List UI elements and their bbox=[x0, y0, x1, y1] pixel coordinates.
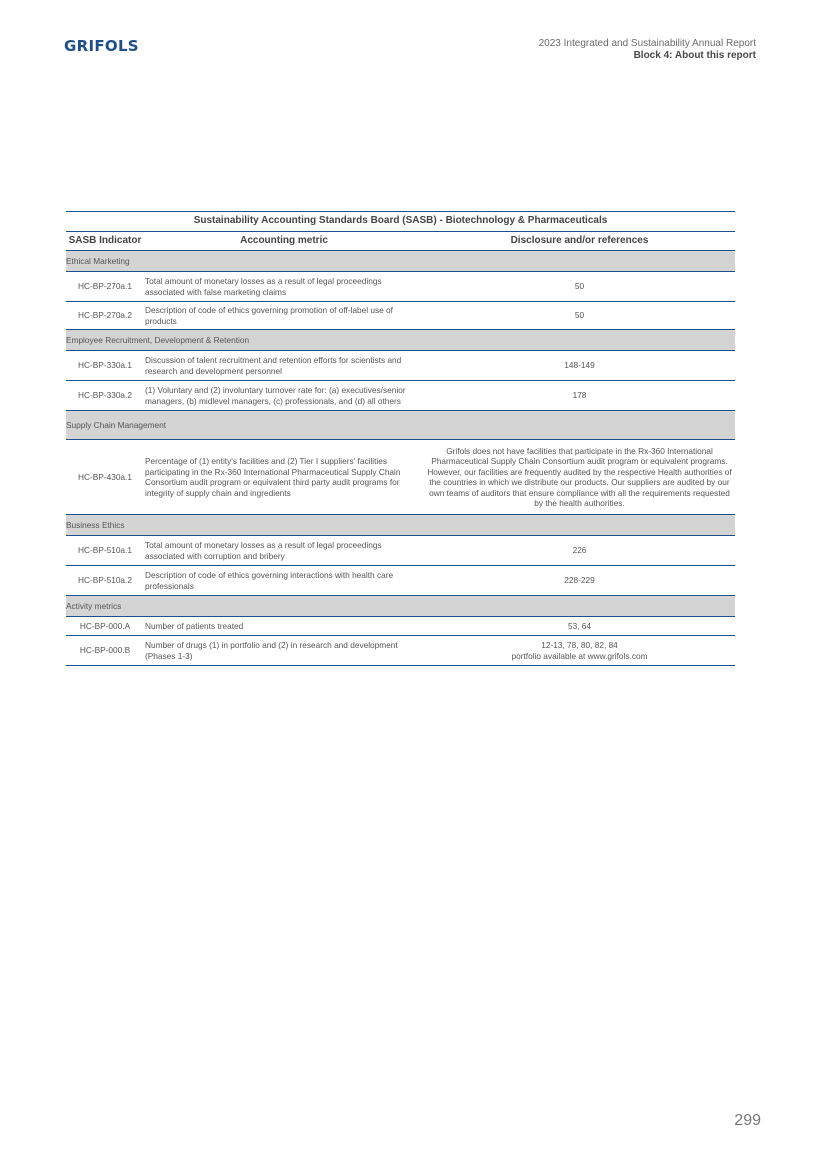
table-row bbox=[66, 636, 735, 666]
portfolio-link[interactable]: portfolio available at www.grifols.com bbox=[511, 650, 648, 661]
indicator-code: HC-BP-510a.2 bbox=[66, 566, 144, 596]
indicator-code: HC-BP-330a.2 bbox=[66, 381, 144, 411]
indicator-code: HC-BP-330a.1 bbox=[66, 351, 144, 381]
column-header-indicator: SASB Indicator bbox=[66, 232, 144, 251]
accounting-metric: Description of code of ethics governing interactions with health care professionals bbox=[144, 566, 424, 596]
section-header: Activity metrics bbox=[66, 596, 735, 617]
indicator-code: HC-BP-510a.1 bbox=[66, 536, 144, 566]
indicator-code: HC-BP-000.A bbox=[66, 617, 144, 636]
indicator-code: HC-BP-000.B bbox=[66, 636, 144, 666]
disclosure-reference: 50 bbox=[424, 272, 735, 302]
indicator-code: HC-BP-270a.1 bbox=[66, 272, 144, 302]
disclosure-pages: 12-13, 78, 80, 82, 84 bbox=[541, 640, 618, 650]
disclosure-reference: 228-229 bbox=[424, 566, 735, 596]
accounting-metric: Number of drugs (1) in portfolio and (2) in research and development (Phases 1-3) bbox=[144, 636, 424, 666]
accounting-metric: Description of code of ethics governing promotion of off-label use of products bbox=[144, 302, 424, 330]
sasb-table bbox=[66, 211, 735, 666]
accounting-metric: Number of patients treated bbox=[144, 617, 424, 636]
section-header: Business Ethics bbox=[66, 515, 735, 536]
section-header: Ethical Marketing bbox=[66, 251, 735, 272]
page-number: 299 bbox=[734, 1112, 761, 1129]
column-header-metric: Accounting metric bbox=[144, 232, 424, 251]
table-title: Sustainability Accounting Standards Board (SASB) - Biotechnology & Pharmaceuticals bbox=[66, 212, 735, 232]
section-header: Supply Chain Management bbox=[66, 411, 735, 440]
table-row bbox=[66, 272, 735, 302]
sasb-table-container bbox=[66, 211, 735, 666]
accounting-metric: Total amount of monetary losses as a result of legal proceedings associated with corruption and bribery bbox=[144, 536, 424, 566]
disclosure-reference: 53, 64 bbox=[424, 617, 735, 636]
disclosure-reference: 226 bbox=[424, 536, 735, 566]
disclosure-reference: 50 bbox=[424, 302, 735, 330]
indicator-code: HC-BP-270a.2 bbox=[66, 302, 144, 330]
disclosure-reference: 178 bbox=[424, 381, 735, 411]
table-row bbox=[66, 381, 735, 411]
column-header-disclosure: Disclosure and/or references bbox=[424, 232, 735, 251]
report-title: 2023 Integrated and Sustainability Annual Report bbox=[538, 38, 756, 49]
table-row bbox=[66, 617, 735, 636]
table-row bbox=[66, 440, 735, 515]
disclosure-reference: Grifols does not have facilities that participate in the Rx-360 International Pharmaceutical Supply Chain Consortium audit program or equivalent programs. However, our facilities are frequently audited by the respective Health authorities of the countries in which we distribute our products. Our suppliers are audited by our own teams of auditors that ensure compliance with all the requirements requested by the health authorities. bbox=[424, 440, 735, 515]
grifols-logo: GRIFOLS bbox=[64, 37, 139, 55]
table-row bbox=[66, 566, 735, 596]
disclosure-reference: 148-149 bbox=[424, 351, 735, 381]
indicator-code: HC-BP-430a.1 bbox=[66, 440, 144, 515]
table-row bbox=[66, 351, 735, 381]
page-header bbox=[539, 38, 756, 62]
accounting-metric: Total amount of monetary losses as a result of legal proceedings associated with false marketing claims bbox=[144, 272, 424, 302]
table-row bbox=[66, 536, 735, 566]
disclosure-reference bbox=[424, 636, 735, 666]
accounting-metric: Percentage of (1) entity's facilities and (2) Tier I suppliers' facilities participating in the Rx-360 International Pharmaceutical Supply Chain Consortium audit program or equivalent third party audit programs for integrity of supply chain and ingredients bbox=[144, 440, 424, 515]
accounting-metric: Discussion of talent recruitment and retention efforts for scientists and research and development personnel bbox=[144, 351, 424, 381]
accounting-metric: (1) Voluntary and (2) involuntary turnover rate for: (a) executives/senior managers, (b) midlevel managers, (c) professionals, and (d) all others bbox=[144, 381, 424, 411]
block-title: Block 4: About this report bbox=[633, 50, 756, 61]
section-header: Employee Recruitment, Development & Retention bbox=[66, 330, 735, 351]
table-row bbox=[66, 302, 735, 330]
